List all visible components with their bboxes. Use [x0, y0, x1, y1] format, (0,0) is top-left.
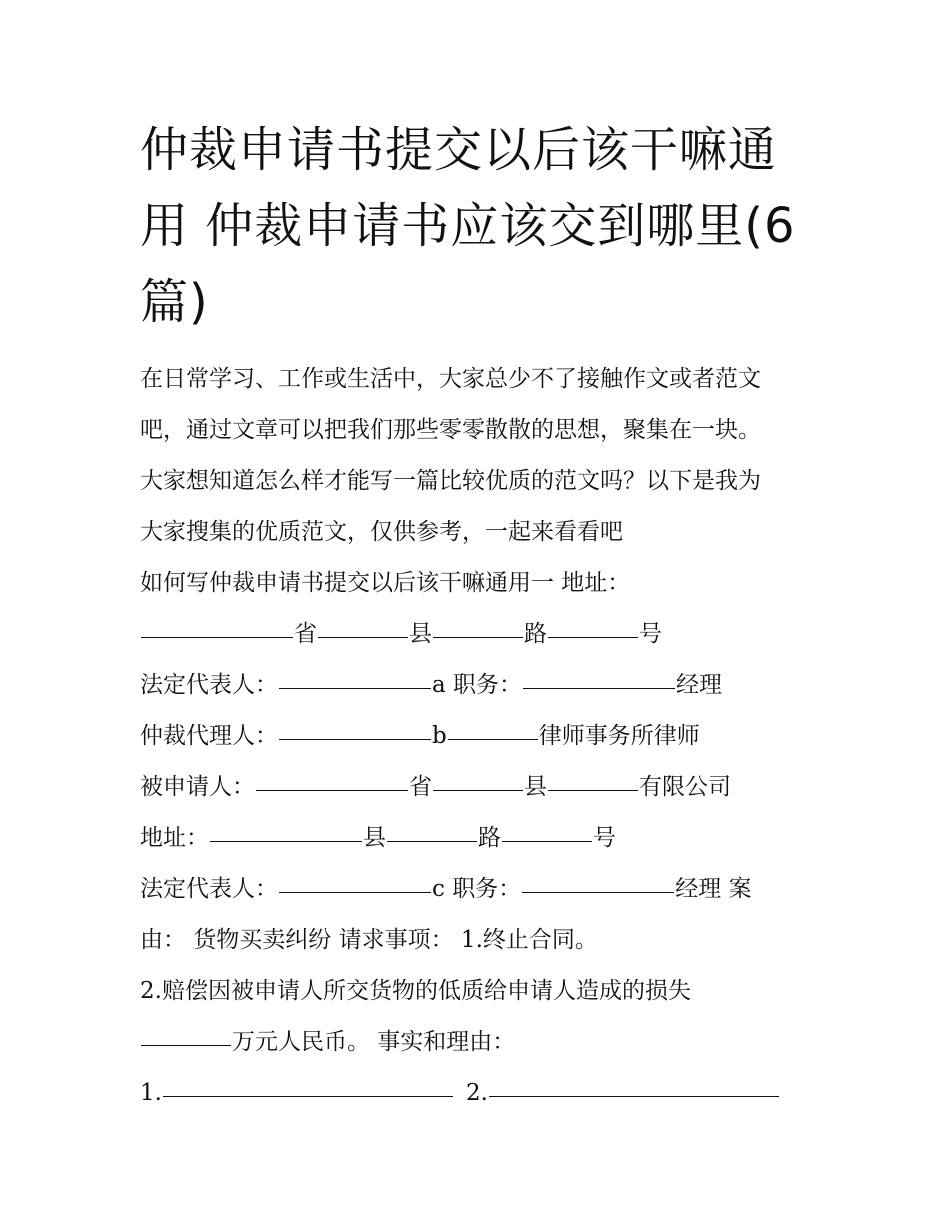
legal-rep-c-title: c 职务： [432, 876, 522, 902]
lu-label: 路 [478, 825, 501, 851]
blank-field [318, 612, 408, 638]
case-cause-line: 由： 货物买卖纠纷 请求事项： 1.终止合同。 [140, 927, 598, 953]
agent-b: b [432, 723, 447, 749]
xian-label: 县 [524, 774, 547, 800]
xian-label: 县 [363, 825, 386, 851]
respondent-label: 被申请人： [140, 774, 255, 800]
blank-field [210, 816, 362, 842]
document-title [140, 112, 830, 340]
blank-field [163, 1071, 453, 1097]
blank-field [141, 612, 293, 638]
blank-field [433, 612, 523, 638]
blank-field [256, 765, 408, 791]
facts-line [140, 1068, 830, 1119]
hao-label: 号 [639, 621, 662, 647]
blank-field [548, 765, 638, 791]
applicant-address-line [140, 609, 830, 660]
blank-field [387, 816, 477, 842]
fact-1-label: 1. [140, 1080, 162, 1106]
amount-line [140, 1017, 830, 1068]
law-firm-label: 律师事务所律师 [538, 723, 700, 749]
blank-field [141, 1020, 231, 1046]
legal-rep-line-a [140, 660, 830, 711]
section-heading-line: 如何写仲裁申请书提交以后该干嘛通用一 地址： [140, 570, 631, 596]
manager-case-label: 经理 案 [675, 876, 752, 902]
document-page [140, 112, 830, 1119]
legal-rep-label: 法定代表人： [140, 876, 278, 902]
legal-rep-a-title: a 职务： [432, 672, 523, 698]
company-label: 有限公司 [639, 774, 731, 800]
claim-2-line: 2.赔偿因被申请人所交货物的低质给申请人造成的损失 [140, 978, 691, 1004]
amount-suffix: 万元人民币。 事实和理由： [232, 1029, 516, 1055]
intro-line-1: 在日常学习、工作或生活中，大家总少不了接触作文或者范文 [140, 366, 761, 392]
legal-rep-line-c [140, 864, 830, 915]
respondent-line [140, 762, 830, 813]
blank-field [489, 1071, 779, 1097]
fact-2-label: 2. [465, 1080, 488, 1106]
intro-line-4: 大家搜集的优质范文，仅供参考，一起来看看吧 [140, 519, 623, 545]
intro-line-2: 吧，通过文章可以把我们那些零零散散的思想，聚集在一块。 [140, 417, 761, 443]
blank-field [433, 765, 523, 791]
blank-field [279, 714, 431, 740]
agent-label: 仲裁代理人： [140, 723, 278, 749]
sheng-label: 省 [294, 621, 317, 647]
blank-field [279, 663, 431, 689]
title-line-1: 仲裁申请书提交以后该干嘛通 [140, 122, 778, 178]
xian-label: 县 [409, 621, 432, 647]
manager-label: 经理 [676, 672, 723, 698]
hao-label: 号 [593, 825, 616, 851]
blank-field [548, 612, 638, 638]
intro-line-3: 大家想知道怎么样才能写一篇比较优质的范文吗？以下是我为 [140, 468, 761, 494]
blank-field [279, 867, 431, 893]
legal-rep-label: 法定代表人： [140, 672, 278, 698]
sheng-label: 省 [409, 774, 432, 800]
blank-field [448, 714, 538, 740]
agent-line [140, 711, 830, 762]
respondent-address-line [140, 813, 830, 864]
title-line-3: 篇) [140, 274, 209, 330]
lu-label: 路 [524, 621, 547, 647]
blank-field [523, 663, 675, 689]
title-line-2: 用 仲裁申请书应该交到哪里(6 [140, 198, 796, 254]
blank-field [522, 867, 674, 893]
blank-field [502, 816, 592, 842]
address-label: 地址： [140, 825, 209, 851]
